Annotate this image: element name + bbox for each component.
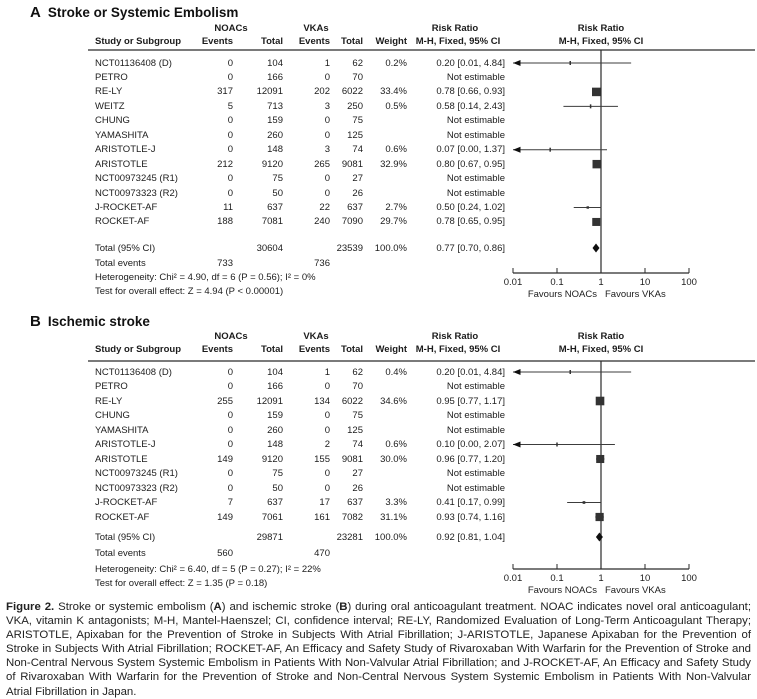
weight: 0.4% [385,366,407,378]
noac-events-header: Events [201,344,233,355]
weight: 0.5% [385,100,407,112]
risk-ratio-text: 0.93 [0.74, 1.16] [436,511,505,523]
study-name: RE-LY [95,395,123,407]
vka-events: 155 [314,453,330,465]
weight: 3.3% [385,497,407,508]
study-name: RE-LY [95,86,123,98]
noac-total: 50 [272,187,283,199]
total-label: Total (95% CI) [95,531,156,543]
vka-total: 27 [352,173,363,185]
weight-header: Weight [375,344,407,355]
weight: 29.7% [380,216,407,228]
panel-letter: B [30,313,41,330]
noac-total: 713 [267,100,283,112]
study-name: YAMASHITA [95,129,149,141]
weight: 31.1% [380,511,407,523]
axis-tick-label: 0.1 [550,277,564,288]
axis-tick-label: 0.01 [503,573,523,584]
risk-ratio-text: Not estimable [446,115,505,127]
noac-events: 0 [227,57,233,69]
noac-events: 212 [217,158,233,170]
noac-events: 7 [227,497,233,508]
vka-events: 161 [314,511,330,523]
noac-events-header: Events [201,36,233,47]
vka-total: 75 [352,115,363,127]
risk-ratio-text: 0.20 [0.01, 4.84] [436,366,505,378]
risk-ratio-text: Not estimable [446,468,505,479]
heterogeneity-text: Heterogeneity: Chi² = 4.90, df = 6 (P = 0.56); I² = 0% [95,271,316,283]
study-name: ARISTOTLE [95,158,148,170]
total-events-vka: 736 [314,257,330,269]
vka-total: 26 [352,187,363,199]
noac-total: 637 [267,497,283,508]
vka-events: 1 [324,366,330,378]
study-name: CHUNG [95,115,130,127]
vka-total: 637 [347,202,363,213]
total-risk-ratio: 0.92 [0.81, 1.04] [436,531,505,543]
vka-total: 74 [352,144,363,156]
noac-events: 5 [227,100,233,112]
weight: 33.4% [380,86,407,98]
risk-ratio-header: Risk Ratio [431,331,479,342]
vka-events: 265 [314,158,330,170]
noac-total: 104 [267,366,283,378]
vka-events-header: Events [298,36,330,47]
vka-total: 62 [352,366,363,378]
noac-total: 7061 [261,511,283,523]
panel-title-text: Ischemic stroke [47,314,150,329]
risk-ratio-text: Not estimable [446,187,505,199]
vka-events: 0 [324,173,330,185]
noac-total: 166 [267,71,283,83]
risk-ratio-text: Not estimable [446,410,505,421]
caption-bold-segment: Figure 2. [6,601,55,613]
noac-events: 0 [227,424,233,436]
vka-events: 0 [324,482,330,494]
risk-ratio-text: Not estimable [446,482,505,494]
noac-events: 0 [227,144,233,156]
vka-total: 125 [347,424,363,436]
noac-total: 159 [267,115,283,127]
total-vka-total: 23539 [336,242,363,254]
risk-ratio-text: 0.95 [0.77, 1.17] [436,395,505,407]
axis-tick-label: 0.1 [550,573,564,584]
weight-header: Weight [375,36,407,47]
study-name: PETRO [95,71,128,83]
total-weight: 100.0% [374,531,407,543]
total-events-label: Total events [95,547,146,559]
panel-title [30,313,150,330]
caption-bold-segment: A [213,601,222,613]
favours-right-label: Favours VKAs [605,585,666,596]
vka-events: 22 [319,202,330,213]
vka-events: 1 [324,57,330,69]
weight: 0.6% [385,439,407,450]
vka-total: 6022 [341,86,363,98]
noac-events: 0 [227,71,233,83]
risk-ratio-text: Not estimable [446,173,505,185]
study-name: NCT00973245 (R1) [95,173,178,185]
panel-title-text: Stroke or Systemic Embolism [47,5,239,20]
noac-events: 11 [223,202,233,213]
total-risk-ratio: 0.77 [0.70, 0.86] [436,242,505,254]
vka-total: 637 [347,497,363,508]
noac-events: 0 [227,173,233,185]
vka-total: 125 [347,129,363,141]
vka-events: 0 [324,468,330,479]
noac-total: 637 [267,202,283,213]
risk-ratio-text: 0.50 [0.24, 1.02] [436,202,505,213]
axis-tick-label: 100 [681,573,697,584]
noac-total: 159 [267,410,283,421]
noac-events: 0 [227,187,233,199]
favours-left-label: Favours NOACs [527,289,597,300]
weight: 34.6% [380,395,407,407]
noac-total: 148 [267,144,283,156]
noacs-group-header: NOACs [214,331,248,342]
study-name: ARISTOTLE [95,453,148,465]
plot-method-header: M-H, Fixed, 95% CI [558,36,644,47]
weight: 2.7% [385,202,407,213]
vka-events: 240 [314,216,330,228]
noac-events: 0 [227,381,233,392]
caption-text-segment: ) during oral anticoagulant treatment. NOAC indicates novel oral anticoagulant; VKA, vitamin K antagonists; M-H, Mantel-Haenszel; CI, confidence interval; RE-LY, Randomized Evaluation of Long-Term Anticoagulant Therapy; ARISTOTLE, Apixaban for the Prevention of Stroke in Subjects With Atrial Fibrillation; J-ARISTOTLE, Japanese Apixaban for the Prevention of Stroke in Subjects With Atrial Fibrillation; ROCKET-AF, An Efficacy and Safety Study of Rivaroxaban With Warfarin for the Prevention of Stroke and Non-Central Nervous System Systemic Embolism in Patients With Non-Valvular Atrial Fibrillation; and J-ROCKET-AF, An Efficacy and Safety Study of Rivaroxaban With Warfarin for the Prevention of Stroke and Non-Central Nervous System Systemic Embolism in Patients With Non-Valvular Atrial Fibrillation in Japan. [6,601,751,698]
weight: 30.0% [380,453,407,465]
vka-events: 0 [324,424,330,436]
noac-total: 104 [267,57,283,69]
panel-letter: A [30,4,41,21]
noac-total: 75 [272,468,283,479]
vka-events: 202 [314,86,330,98]
noac-events: 188 [217,216,233,228]
method-header: M-H, Fixed, 95% CI [415,344,501,355]
study-name: CHUNG [95,410,130,421]
vka-total: 250 [347,100,363,112]
study-name: J-ROCKET-AF [95,497,158,508]
caption-text-segment: ) and ischemic stroke ( [221,601,340,613]
noac-events: 0 [227,482,233,494]
study-column-header: Study or Subgroup [95,344,182,355]
vka-events: 0 [324,115,330,127]
total-events-noac: 560 [217,547,233,559]
noac-events: 0 [227,115,233,127]
study-column-header: Study or Subgroup [95,36,182,47]
study-name: NCT01136408 (D) [95,57,172,69]
noac-total: 166 [267,381,283,392]
weight: 32.9% [380,158,407,170]
risk-ratio-text: 0.96 [0.77, 1.20] [436,453,505,465]
study-name: NCT00973323 (R2) [95,187,178,199]
caption-bold-segment: B [339,601,348,613]
study-name: J-ROCKET-AF [95,202,158,213]
vka-events: 3 [324,100,330,112]
noac-total: 9120 [261,453,283,465]
favours-right-label: Favours VKAs [605,289,666,300]
risk-ratio-text: 0.20 [0.01, 4.84] [436,57,505,69]
overall-effect-text: Test for overall effect: Z = 4.94 (P < 0.00001) [95,285,284,297]
noac-events: 0 [227,410,233,421]
vka-events: 2 [324,439,330,450]
vka-events: 0 [324,129,330,141]
study-name: NCT01136408 (D) [95,366,172,378]
vka-events: 0 [324,410,330,421]
weight: 0.2% [385,57,407,69]
total-weight: 100.0% [374,242,407,254]
study-name: NCT00973245 (R1) [95,468,178,479]
risk-ratio-text: Not estimable [446,424,505,436]
vka-events-header: Events [298,344,330,355]
vka-total: 27 [352,468,363,479]
total-events-noac: 733 [217,257,233,269]
vka-total: 70 [352,381,363,392]
risk-ratio-text: 0.78 [0.65, 0.95] [436,216,505,228]
risk-ratio-text: 0.10 [0.00, 2.07] [436,439,505,450]
noac-total: 9120 [261,158,283,170]
vka-total: 7082 [341,511,363,523]
noac-total: 12091 [256,86,283,98]
total-events-vka: 470 [314,547,330,559]
vka-events: 134 [314,395,330,407]
noac-total: 12091 [256,395,283,407]
noac-events: 0 [227,366,233,378]
study-name: WEITZ [95,100,125,112]
plot-risk-ratio-header: Risk Ratio [577,331,625,342]
vkas-group-header: VKAs [303,331,329,342]
noac-events: 317 [217,86,233,98]
study-name: ARISTOTLE-J [95,144,156,156]
vka-events: 0 [324,381,330,392]
risk-ratio-text: Not estimable [446,129,505,141]
noac-events: 0 [227,129,233,141]
study-name: ROCKET-AF [95,511,150,523]
risk-ratio-text: 0.58 [0.14, 2.43] [436,100,505,112]
risk-ratio-text: Not estimable [446,71,505,83]
vka-total-header: Total [341,344,363,355]
vka-events: 0 [324,71,330,83]
caption-text-segment: Stroke or systemic embolism ( [54,601,214,613]
vka-total-header: Total [341,36,363,47]
noac-total: 75 [272,173,283,185]
vka-total: 74 [352,439,363,450]
figure-caption [6,600,751,699]
favours-left-label: Favours NOACs [527,585,597,596]
plot-method-header: M-H, Fixed, 95% CI [558,344,644,355]
study-name: ARISTOTLE-J [95,439,156,450]
noac-events: 0 [227,439,233,450]
total-label: Total (95% CI) [95,242,156,254]
noac-total: 50 [272,482,283,494]
vka-total: 9081 [341,453,363,465]
noacs-group-header: NOACs [214,23,248,34]
vka-total: 75 [352,410,363,421]
vka-total: 6022 [341,395,363,407]
noac-events: 149 [217,453,233,465]
noac-total: 148 [267,439,283,450]
vka-total: 62 [352,57,363,69]
vkas-group-header: VKAs [303,23,329,34]
noac-total-header: Total [261,344,283,355]
risk-ratio-text: 0.78 [0.66, 0.93] [436,86,505,98]
axis-tick-label: 1 [598,277,604,288]
vka-events: 0 [324,187,330,199]
total-events-label: Total events [95,257,146,269]
risk-ratio-text: 0.07 [0.00, 1.37] [436,144,505,156]
risk-ratio-header: Risk Ratio [431,23,479,34]
total-vka-total: 23281 [336,531,363,543]
noac-events: 149 [217,511,233,523]
noac-total: 260 [267,424,283,436]
vka-total: 70 [352,71,363,83]
vka-events: 3 [324,144,330,156]
vka-events: 17 [319,497,330,508]
weight: 0.6% [385,144,407,156]
vka-total: 9081 [341,158,363,170]
study-name: NCT00973323 (R2) [95,482,178,494]
risk-ratio-text: Not estimable [446,381,505,392]
risk-ratio-text: 0.41 [0.17, 0.99] [436,497,505,508]
vka-total: 7090 [341,216,363,228]
risk-ratio-text: 0.80 [0.67, 0.95] [436,158,505,170]
study-name: YAMASHITA [95,424,149,436]
heterogeneity-text: Heterogeneity: Chi² = 6.40, df = 5 (P = 0.27); I² = 22% [95,563,321,575]
study-name: PETRO [95,381,128,392]
noac-events: 255 [217,395,233,407]
total-noac-total: 30604 [256,242,283,254]
noac-events: 0 [227,468,233,479]
vka-total: 26 [352,482,363,494]
study-name: ROCKET-AF [95,216,150,228]
axis-tick-label: 10 [639,573,651,584]
noac-total-header: Total [261,36,283,47]
axis-tick-label: 100 [681,277,697,288]
overall-effect-text: Test for overall effect: Z = 1.35 (P = 0.18) [95,577,268,589]
axis-tick-label: 10 [639,277,651,288]
noac-total: 7081 [261,216,283,228]
axis-tick-label: 0.01 [503,277,523,288]
method-header: M-H, Fixed, 95% CI [415,36,501,47]
axis-tick-label: 1 [598,573,604,584]
total-noac-total: 29871 [256,531,283,543]
plot-risk-ratio-header: Risk Ratio [577,23,625,34]
noac-total: 260 [267,129,283,141]
